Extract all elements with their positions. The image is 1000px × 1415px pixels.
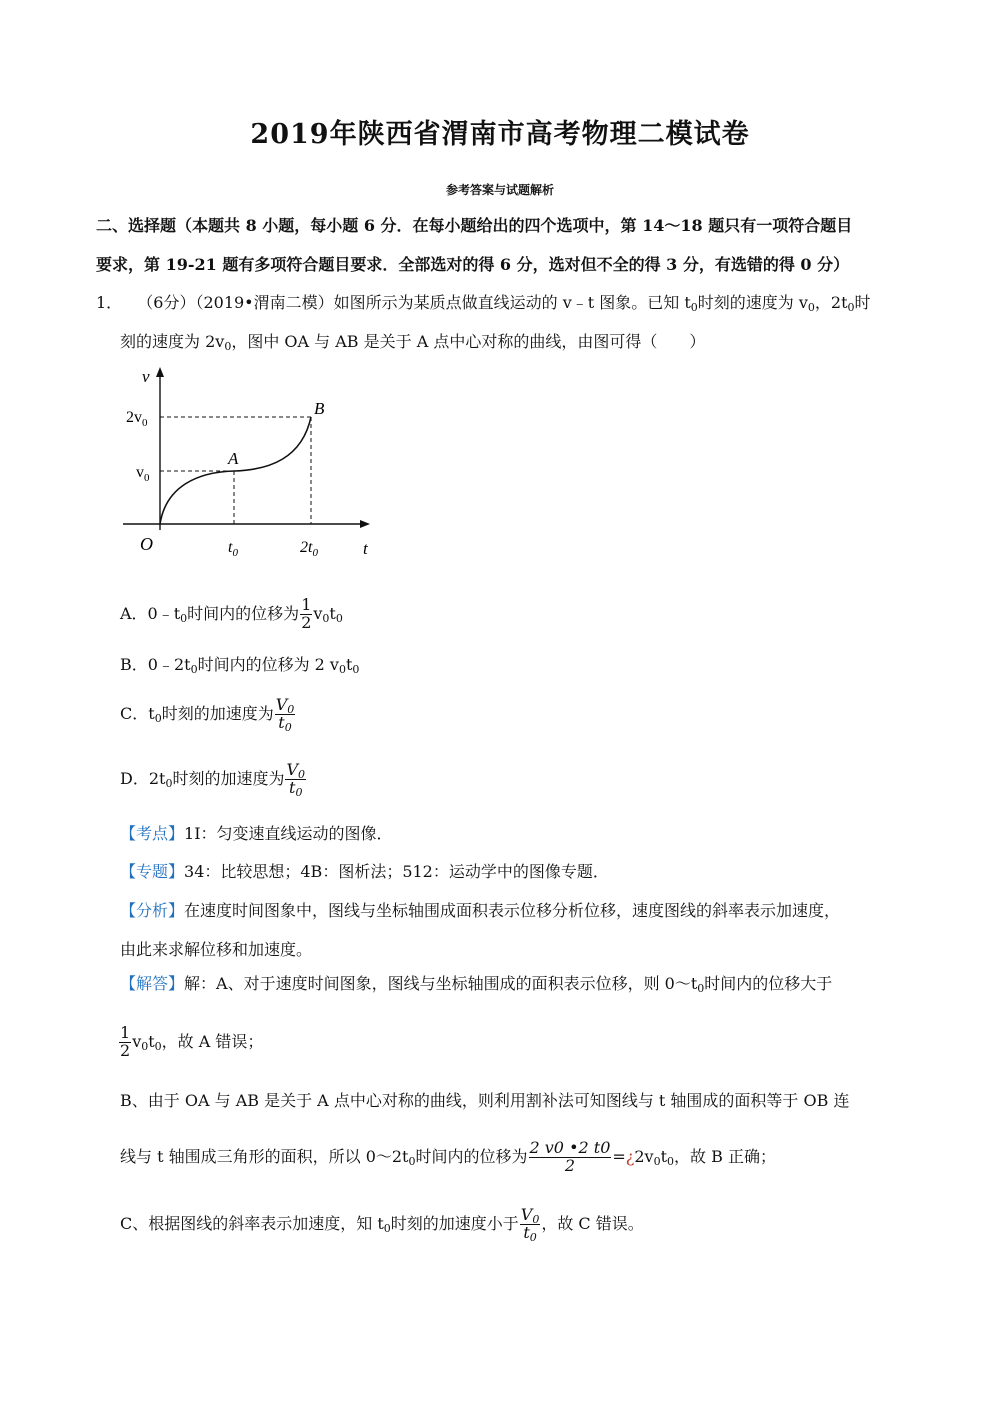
- jieda-line1: [120, 971, 832, 994]
- option-text: 时刻的加速度为: [161, 703, 274, 723]
- jieda-b-line2: [120, 1140, 776, 1175]
- sub: 0: [690, 301, 698, 314]
- jieda-text: 2v: [634, 1146, 654, 1166]
- t-axis-arrow: [360, 520, 370, 528]
- sub: 0: [697, 982, 705, 995]
- kaodian-label: 【考点】: [120, 824, 185, 843]
- sub: 0: [667, 1154, 675, 1168]
- question-number: 1．: [96, 293, 123, 312]
- jieda-text: ，故 A 错误；: [161, 1031, 264, 1051]
- kaodian-text: 1I：匀变速直线运动的图像．: [184, 824, 393, 843]
- option-text: D．2t: [120, 768, 166, 788]
- jieda-text: 时刻的加速度小于: [390, 1213, 519, 1233]
- sub: 0: [352, 663, 360, 676]
- option-text: 时间内的位移为: [187, 603, 300, 623]
- numerator: 2 v0 •2 t0: [529, 1138, 611, 1157]
- sub: 0: [295, 785, 303, 799]
- sub: 0: [532, 1213, 540, 1226]
- option-a: [120, 597, 343, 632]
- jieda-text: 线与 t 轴围成三角形的面积，所以 0～2t: [120, 1146, 409, 1166]
- jieda-text: ，故 B 正确；: [674, 1146, 776, 1166]
- jieda-text: v: [132, 1031, 142, 1051]
- fraction: [275, 697, 296, 732]
- page-title: 2019年陕西省渭南市高考物理二模试卷: [250, 119, 750, 150]
- vt-graph: [118, 362, 388, 562]
- question-text: 时刻的速度为 v: [697, 293, 808, 312]
- fraction: [119, 1025, 131, 1060]
- jieda-text: C、根据图线的斜率表示加速度，知 t: [120, 1213, 384, 1233]
- denominator: t: [289, 777, 296, 797]
- point-b-label: B: [314, 399, 325, 418]
- v-axis-arrow: [156, 367, 164, 377]
- t-axis-label: t: [363, 539, 368, 558]
- tick-sub: 0: [232, 547, 238, 559]
- question-text: ，图中 OA 与 AB 是关于 A 点中心对称的曲线，由图可得（ ）: [231, 332, 706, 351]
- kaodian-line: [120, 821, 393, 844]
- jieda-b-line1: B、由于 OA 与 AB 是关于 A 点中心对称的曲线，则利用割补法可知图线与 t 轴围成的面积等于 OB 连: [120, 1091, 850, 1110]
- jieda-text: 时间内的位移为: [415, 1146, 528, 1166]
- fenxi-line2: 由此来求解位移和加速度。: [120, 940, 313, 959]
- fraction: [520, 1207, 541, 1242]
- fenxi-text: 在速度时间图象中，图线与坐标轴围成面积表示位移分析位移，速度图线的斜率表示加速度，: [184, 901, 841, 920]
- option-text: C．t: [120, 703, 155, 723]
- tick-text: 2v: [126, 409, 142, 426]
- jieda-text: t: [148, 1031, 155, 1051]
- denominator: t: [278, 712, 285, 732]
- sub: 0: [338, 663, 346, 676]
- jieda-text: 时间内的位移大于: [704, 974, 833, 993]
- option-text: 时间内的位移为 2 v: [197, 655, 339, 674]
- numerator: 1: [301, 595, 312, 614]
- error-glyph: ¿: [625, 1146, 635, 1166]
- tick-text: v: [136, 464, 144, 481]
- question-line2: [120, 329, 705, 352]
- sub: 0: [335, 611, 343, 625]
- fraction: [300, 597, 312, 632]
- denominator: t: [523, 1222, 530, 1242]
- numerator: V: [520, 1205, 533, 1224]
- tick-text: 2t: [300, 539, 313, 556]
- tick-sub: 0: [142, 417, 148, 429]
- tick-v0: [136, 464, 150, 484]
- sub: 0: [180, 611, 188, 625]
- point-a-label: A: [228, 449, 239, 468]
- option-text: B．0﹣2t: [120, 655, 191, 674]
- section-header-line2: 要求，第 19-21 题有多项符合题目要求．全部选对的得 6 分，选对但不全的得 3 分，有选错的得 0 分）: [96, 255, 850, 274]
- option-d: [120, 762, 307, 797]
- zhuanti-label: 【专题】: [120, 862, 185, 881]
- jieda-line2: [118, 1025, 263, 1060]
- numerator: 1: [120, 1023, 131, 1042]
- tick-t0: [228, 539, 238, 559]
- sub: 0: [154, 1039, 162, 1053]
- jieda-text: t: [660, 1146, 668, 1166]
- sub: 0: [190, 663, 198, 676]
- question-line1: [96, 290, 871, 313]
- sub: 0: [141, 1039, 149, 1053]
- sub: 0: [298, 768, 306, 781]
- option-text: t: [329, 603, 336, 623]
- sub: 0: [287, 703, 295, 716]
- jieda-text: =: [612, 1146, 626, 1166]
- question-text: 刻的速度为 2v: [120, 332, 225, 351]
- jieda-text: ，故 C 错误。: [541, 1213, 644, 1233]
- v-axis-label: v: [142, 367, 150, 386]
- question-text: 时: [854, 293, 871, 312]
- zhuanti-line: [120, 859, 609, 882]
- option-text: v: [313, 603, 323, 623]
- sub: 0: [807, 301, 815, 314]
- tick-2t0: [300, 539, 318, 559]
- option-c: [120, 697, 296, 732]
- sub: 0: [165, 776, 173, 790]
- jieda-text: 解：A、对于速度时间图象，图线与坐标轴围成的面积表示位移，则 0～t: [184, 974, 698, 993]
- tick-sub: 0: [312, 547, 318, 559]
- option-text: t: [345, 655, 353, 674]
- fenxi-label: 【分析】: [120, 901, 185, 920]
- sub: 0: [408, 1154, 416, 1168]
- tick-sub: 0: [144, 472, 150, 484]
- jieda-c-line: [120, 1207, 644, 1242]
- sub: 0: [224, 340, 232, 353]
- page-subtitle: 参考答案与试题解析: [445, 183, 554, 197]
- option-text: 时刻的加速度为: [172, 768, 285, 788]
- sub: 0: [322, 611, 330, 625]
- option-text: A．0﹣t: [120, 603, 181, 623]
- numerator: V: [275, 695, 288, 714]
- question-text: （6分）（2019•渭南二模）如图所示为某质点做直线运动的 v﹣t 图象。已知 t: [137, 293, 691, 312]
- denominator: 2: [120, 1040, 131, 1060]
- zhuanti-text: 34：比较思想；4B：图析法；512：运动学中的图像专题．: [184, 862, 609, 881]
- question-text: ，2t: [814, 293, 848, 312]
- jieda-label: 【解答】: [120, 974, 185, 993]
- sub: 0: [154, 711, 162, 725]
- sub: 0: [847, 301, 855, 314]
- tick-2v0: [126, 409, 148, 429]
- option-b: [120, 652, 359, 675]
- fenxi-line1: [120, 898, 840, 921]
- section-header-line1: 二、选择题（本题共 8 小题，每小题 6 分．在每小题给出的四个选项中，第 14～18 题只有一项符合题目: [96, 216, 853, 235]
- fraction: [285, 762, 306, 797]
- denominator: 2: [564, 1155, 576, 1175]
- denominator: 2: [301, 612, 312, 632]
- tick-text: t: [228, 539, 233, 556]
- fraction: [529, 1140, 612, 1175]
- sub: 0: [653, 1154, 661, 1168]
- sub: 0: [383, 1221, 391, 1235]
- sub: 0: [529, 1230, 537, 1244]
- numerator: V: [286, 760, 299, 779]
- sub: 0: [284, 720, 292, 734]
- origin-label: O: [140, 534, 153, 554]
